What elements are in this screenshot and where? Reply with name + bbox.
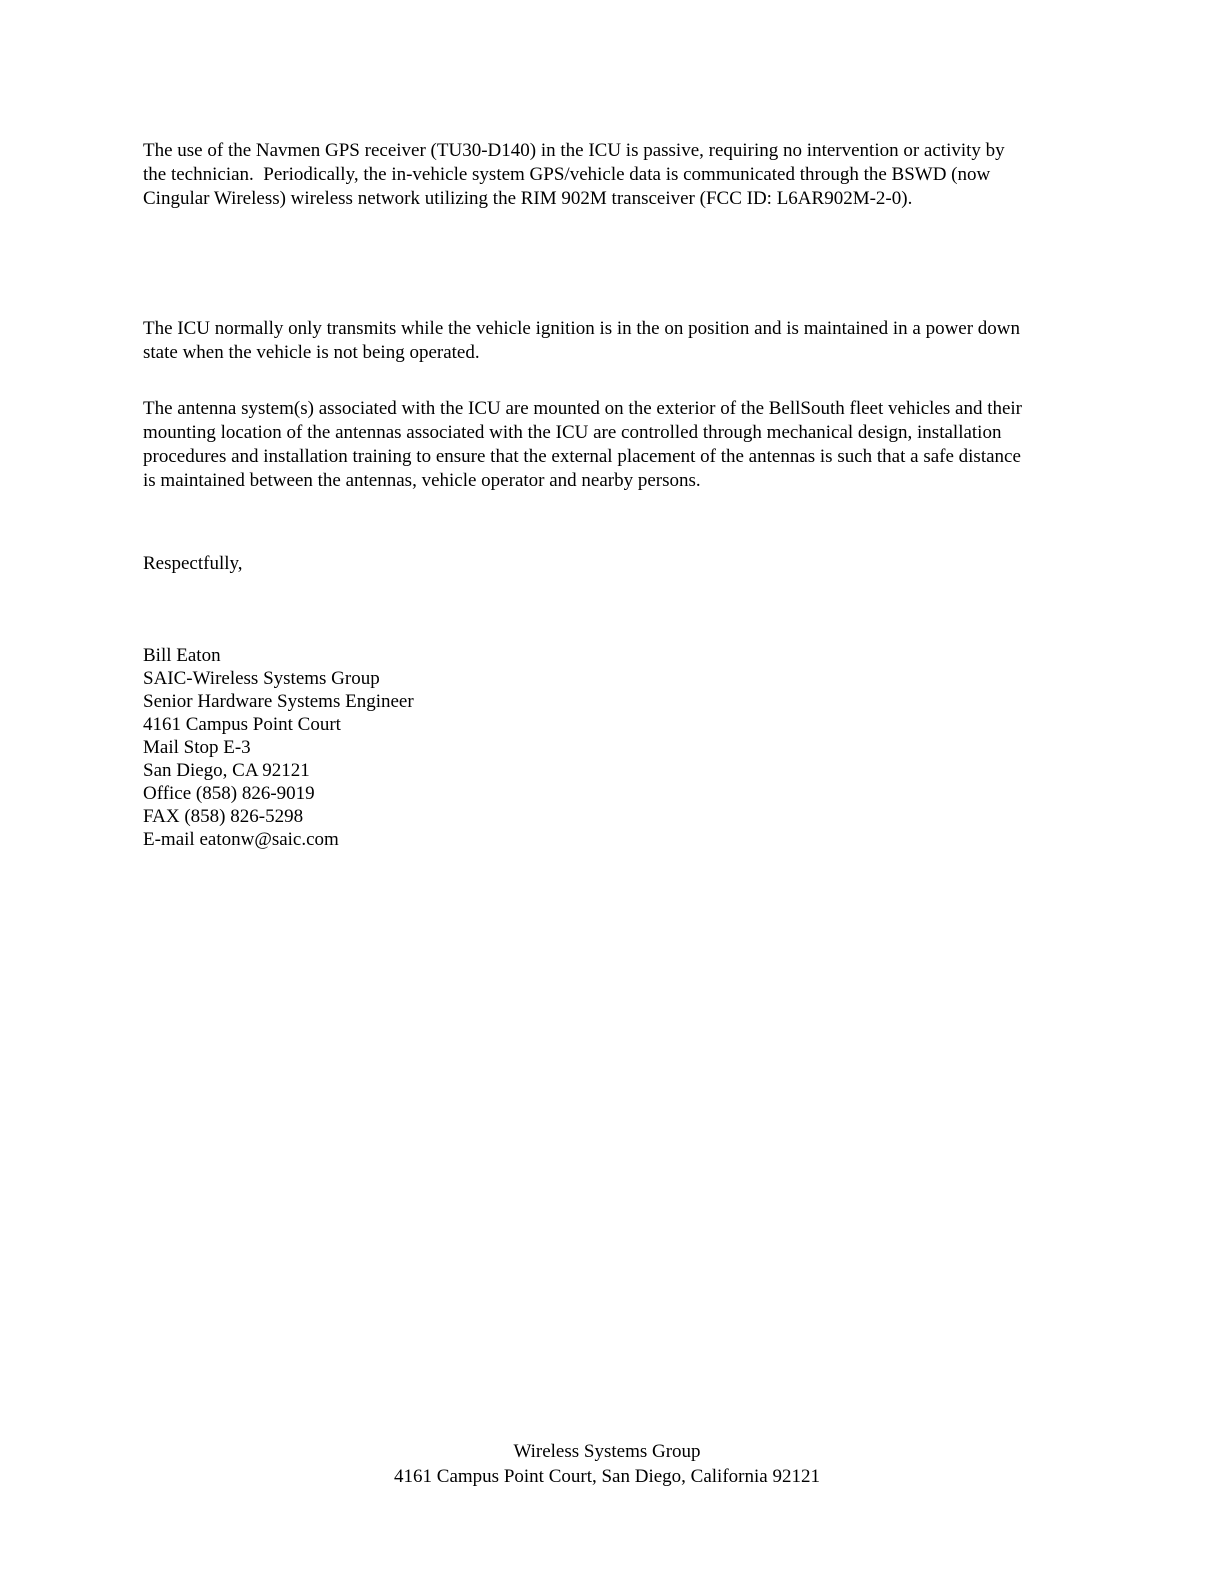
closing-salutation <box>143 552 243 576</box>
signature-name: Bill Eaton <box>143 645 221 666</box>
footer-group-name: Wireless Systems Group <box>513 1441 701 1462</box>
paragraph-2-line-1: The ICU normally only transmits while the vehicle ignition is in the on position and is maintained in a power down <box>143 318 1021 339</box>
paragraph-1-line-3: Cingular Wireless) wireless network utilizing the RIM 902M transceiver (FCC ID: L6AR902M-2-0). <box>143 188 913 209</box>
signature-email: E-mail eatonw@saic.com <box>143 829 339 850</box>
paragraph-antenna-system <box>143 397 1022 493</box>
paragraph-1-line-2: the technician. Periodically, the in-vehicle system GPS/vehicle data is communicated through the BSWD (now <box>143 164 991 185</box>
signature-company: SAIC-Wireless Systems Group <box>143 668 380 689</box>
signature-fax: FAX (858) 826-5298 <box>143 806 304 827</box>
paragraph-2-line-2: state when the vehicle is not being operated. <box>143 342 480 363</box>
signature-city: San Diego, CA 92121 <box>143 760 310 781</box>
paragraph-3-line-2: mounting location of the antennas associated with the ICU are controlled through mechanical design, installation <box>143 422 1002 443</box>
signature-block <box>143 644 414 851</box>
paragraph-3-line-1: The antenna system(s) associated with the ICU are mounted on the exterior of the BellSouth fleet vehicles and their <box>143 398 1023 419</box>
page-footer <box>0 1439 1214 1489</box>
signature-office-phone: Office (858) 826-9019 <box>143 783 315 804</box>
signature-street: 4161 Campus Point Court <box>143 714 341 735</box>
signature-title: Senior Hardware Systems Engineer <box>143 691 414 712</box>
footer-address: 4161 Campus Point Court, San Diego, California 92121 <box>394 1466 820 1487</box>
paragraph-3-line-4: is maintained between the antennas, vehicle operator and nearby persons. <box>143 470 701 491</box>
paragraph-3-line-3: procedures and installation training to ensure that the external placement of the antennas is such that a safe distance <box>143 446 1021 467</box>
paragraph-icu-transmit <box>143 317 1020 365</box>
closing-text: Respectfully, <box>143 553 243 574</box>
paragraph-gps-receiver <box>143 139 1005 211</box>
paragraph-1-line-1: The use of the Navmen GPS receiver (TU30-D140) in the ICU is passive, requiring no intervention or activity by <box>143 140 1005 161</box>
signature-mailstop: Mail Stop E-3 <box>143 737 251 758</box>
